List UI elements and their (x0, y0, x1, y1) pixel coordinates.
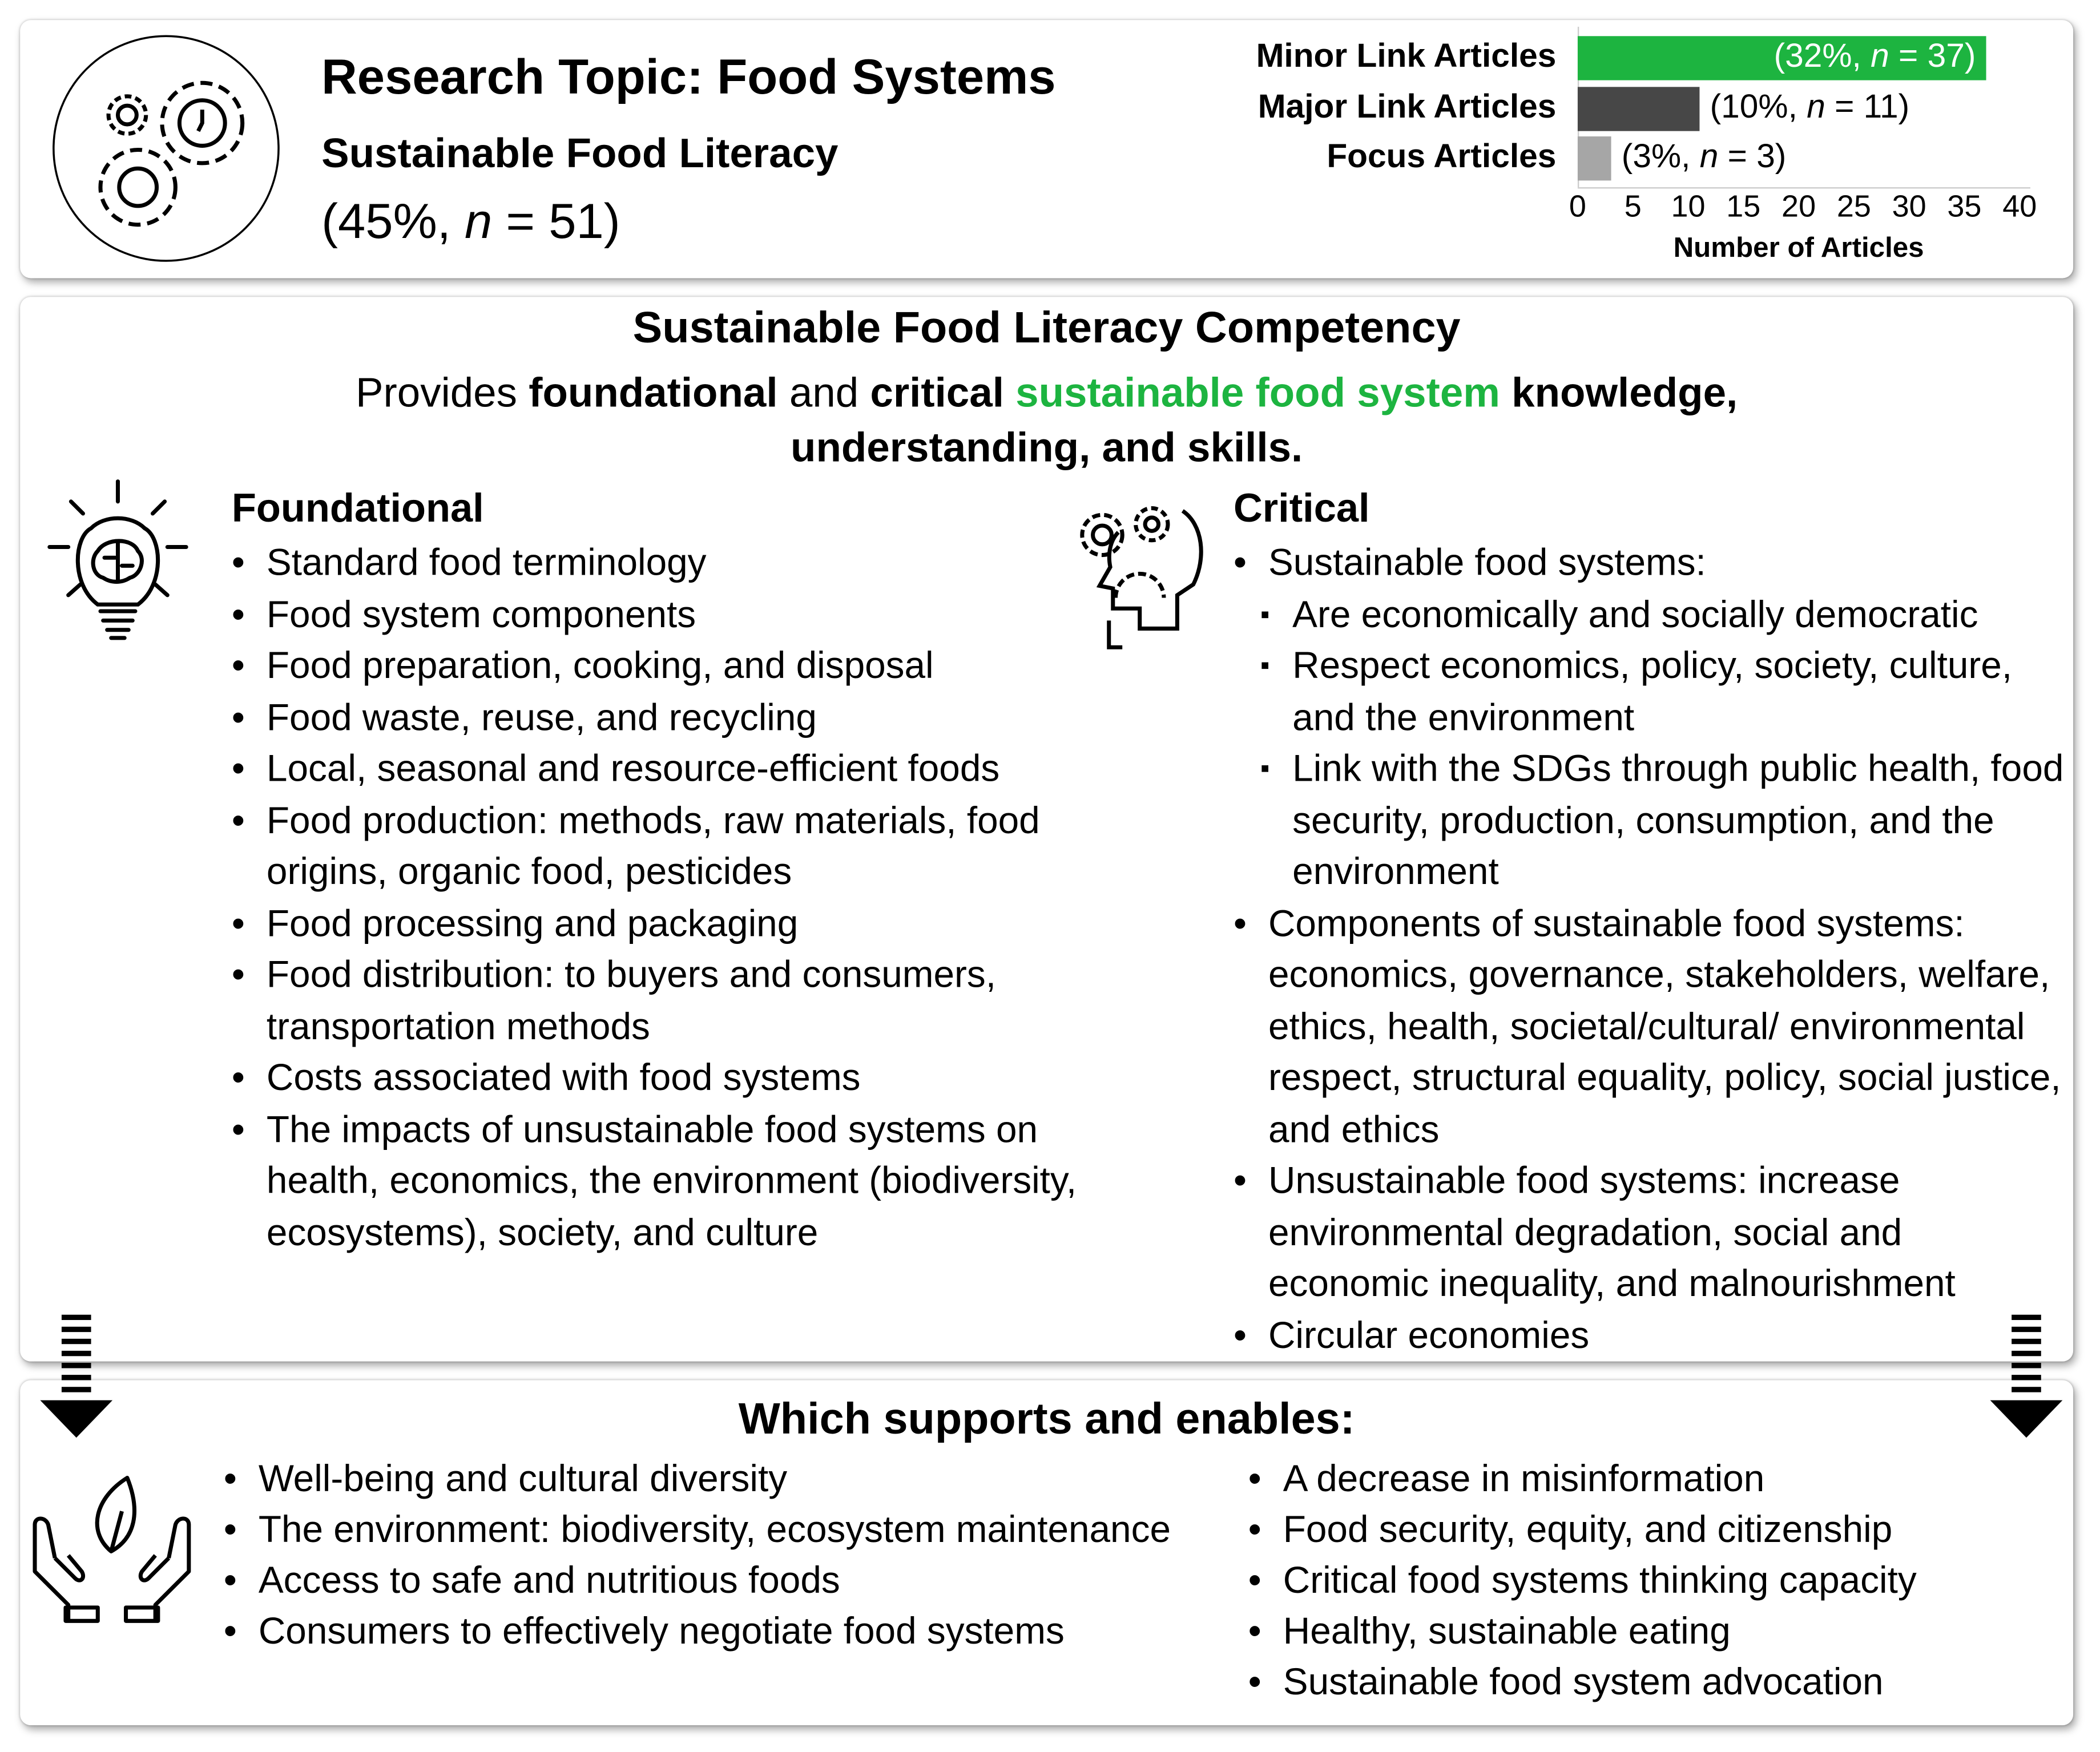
down-arrow-right-icon (1990, 1315, 2065, 1442)
list-item (224, 1555, 1188, 1606)
bullet-icon: • (223, 1610, 237, 1652)
bullet-icon: • (1233, 902, 1247, 944)
bullet-icon: • (1248, 1458, 1261, 1500)
list-item-text: Food system components (266, 593, 696, 635)
list-item (224, 1606, 1188, 1657)
supports-left-list (224, 1454, 1188, 1657)
square-bullet-icon: ▪ (1260, 754, 1270, 784)
x-tick-label: 20 (1781, 188, 1816, 224)
list-item-text: The impacts of unsustainable food systems on health, economics, the environment (biodiversity, ecosystems), society, and culture (266, 1108, 1077, 1253)
competency-title: Sustainable Food Literacy Competency (632, 302, 1461, 352)
x-tick-label: 25 (1836, 188, 1871, 224)
bullet-icon: • (231, 1108, 245, 1150)
data-label-part: = 37) (1889, 37, 1976, 75)
share-count: = 51) (492, 193, 620, 249)
foundational-list (232, 538, 1102, 1258)
list-item (1234, 589, 2070, 640)
square-bullet-icon: ▪ (1260, 600, 1270, 629)
head-gears-icon (1069, 498, 1223, 665)
foundational-heading: Foundational (231, 487, 484, 531)
description-segment: and (777, 369, 870, 416)
list-item (232, 744, 1102, 795)
competency-description-cont: understanding, and skills. (791, 423, 1303, 471)
list-item-text: Food security, equity, and citizenship (1283, 1508, 1893, 1551)
list-item-text: Food waste, reuse, and recycling (266, 696, 817, 738)
lightbulb-brain-icon (44, 478, 191, 652)
topic-subtitle: Sustainable Food Literacy (321, 130, 839, 177)
bullet-icon: • (231, 748, 245, 789)
list-item (224, 1504, 1188, 1555)
bar-category-label: Focus Articles (1327, 138, 1557, 175)
list-item (232, 795, 1102, 898)
description-segment: knowledge, (1500, 369, 1738, 416)
list-item-text: The environment: biodiversity, ecosystem maintenance (258, 1508, 1171, 1551)
bar-data-label (1710, 88, 1909, 127)
bullet-icon: • (231, 799, 245, 841)
bullet-icon: • (231, 902, 245, 944)
list-item (232, 538, 1102, 589)
down-arrow-left-icon (40, 1315, 115, 1442)
data-label-part: = 11) (1825, 88, 1910, 126)
x-tick-label: 40 (2002, 188, 2037, 224)
list-item-text: Food preparation, cooking, and disposal (266, 644, 934, 687)
bar (1578, 136, 1611, 180)
list-item-text: Respect economics, policy, society, culture, and the environment (1292, 644, 2013, 738)
data-label-part: n (1871, 37, 1889, 75)
list-item (1234, 538, 2070, 589)
list-item (232, 1104, 1102, 1259)
data-label-part: n (1807, 88, 1825, 126)
x-tick-label: 5 (1624, 188, 1642, 224)
bar-category-label: Minor Link Articles (1256, 37, 1557, 75)
list-item-text: Sustainable food system advocation (1283, 1661, 1884, 1703)
bar-data-label (1774, 38, 1976, 76)
x-tick-label: 35 (1947, 188, 1982, 224)
bullet-icon: • (1233, 1159, 1247, 1201)
x-tick-label: 10 (1671, 188, 1706, 224)
description-segment: sustainable food system (1003, 369, 1500, 416)
description-segment: foundational (529, 369, 778, 416)
data-label-part: (3%, (1621, 138, 1700, 175)
list-item-text: Consumers to effectively negotiate food systems (258, 1610, 1065, 1652)
bullet-icon: • (223, 1508, 237, 1551)
list-item-text: Standard food terminology (266, 542, 707, 583)
list-item (1234, 744, 2070, 898)
bullet-icon: • (231, 1056, 245, 1099)
list-item-text: Are economically and socially democratic (1292, 593, 1978, 635)
description-segment: critical (870, 369, 1004, 416)
list-item (232, 950, 1102, 1052)
bullet-icon: • (1248, 1610, 1261, 1652)
bullet-icon: • (231, 644, 245, 687)
list-item-text: Link with the SDGs through public health, food security, production, consumption, and the environment (1292, 748, 2064, 893)
competency-description (20, 369, 2073, 417)
data-label-part: (32%, (1773, 37, 1871, 75)
supports-panel (20, 1380, 2073, 1725)
bullet-icon: • (223, 1458, 237, 1500)
x-tick-label: 30 (1892, 188, 1926, 224)
data-label-part: (10%, (1710, 88, 1807, 126)
list-item (1248, 1504, 2052, 1555)
bullet-icon: • (1248, 1508, 1261, 1551)
supports-title: Which supports and enables: (738, 1393, 1355, 1443)
list-item-text: Sustainable food systems: (1268, 542, 1706, 583)
x-tick-label: 0 (1569, 188, 1586, 224)
bullet-icon: • (231, 593, 245, 635)
list-item (1234, 1310, 2070, 1361)
list-item (232, 641, 1102, 692)
bullet-icon: • (1248, 1661, 1261, 1703)
bar-category-label: Major Link Articles (1257, 88, 1557, 126)
data-label-part: n (1699, 138, 1719, 175)
list-item-text: Costs associated with food systems (266, 1056, 861, 1099)
list-item (1248, 1606, 2052, 1657)
article-bar-chart (20, 20, 2073, 278)
bullet-icon: • (223, 1559, 237, 1601)
bullet-icon: • (1248, 1559, 1261, 1601)
list-item-text: Food distribution: to buyers and consumers, transportation methods (266, 953, 997, 1047)
list-item-text: Well-being and cultural diversity (258, 1458, 788, 1500)
list-item-text: A decrease in misinformation (1283, 1458, 1765, 1500)
list-item (224, 1454, 1188, 1504)
list-item (232, 692, 1102, 744)
list-item (232, 898, 1102, 950)
share-n: n (465, 193, 493, 249)
list-item-text: Critical food systems thinking capacity (1283, 1559, 1917, 1601)
list-item-text: Unsustainable food systems: increase environmental degradation, social and economic inequality, and malnourishment (1268, 1159, 1956, 1304)
bullet-icon: • (231, 696, 245, 738)
critical-list (1234, 538, 2070, 1362)
list-item-text: Components of sustainable food systems: economics, governance, stakeholders, welfare, ethics, health, societal/cultural/ environmental respect, structural equality, policy, social justice, and ethics (1268, 902, 2061, 1150)
x-tick-label: 15 (1726, 188, 1761, 224)
topic-title: Research Topic: Food Systems (321, 49, 1056, 104)
bullet-icon: • (1233, 542, 1247, 583)
list-item (1248, 1555, 2052, 1606)
bullet-icon: • (1233, 1314, 1247, 1356)
list-item (1248, 1657, 2052, 1708)
bar (1578, 87, 1699, 131)
x-axis-title: Number of Articles (1673, 232, 1924, 264)
list-item (1234, 1156, 2070, 1310)
critical-heading: Critical (1233, 487, 1370, 531)
list-item-text: Local, seasonal and resource-efficient foods (266, 748, 1000, 789)
list-item-text: Food production: methods, raw materials, food origins, organic food, pesticides (266, 799, 1040, 893)
data-label-part: = 3) (1718, 138, 1787, 175)
header-panel (20, 20, 2073, 278)
list-item (1234, 641, 2070, 744)
list-item (1234, 898, 2070, 1156)
bar-data-label (1622, 138, 1787, 176)
hands-leaf-icon (28, 1471, 195, 1629)
list-item (1248, 1454, 2052, 1504)
list-item-text: Circular economies (1268, 1314, 1590, 1356)
description-segment: Provides (356, 369, 529, 416)
list-item-text: Access to safe and nutritious foods (258, 1559, 840, 1601)
list-item (232, 1052, 1102, 1104)
supports-right-list (1248, 1454, 2052, 1707)
competency-panel (20, 297, 2073, 1361)
share-pct: (45%, (321, 193, 465, 249)
square-bullet-icon: ▪ (1260, 651, 1270, 681)
bullet-icon: • (231, 542, 245, 583)
list-item (232, 589, 1102, 640)
bullet-icon: • (231, 953, 245, 995)
list-item-text: Food processing and packaging (266, 902, 799, 944)
list-item-text: Healthy, sustainable eating (1283, 1610, 1731, 1652)
